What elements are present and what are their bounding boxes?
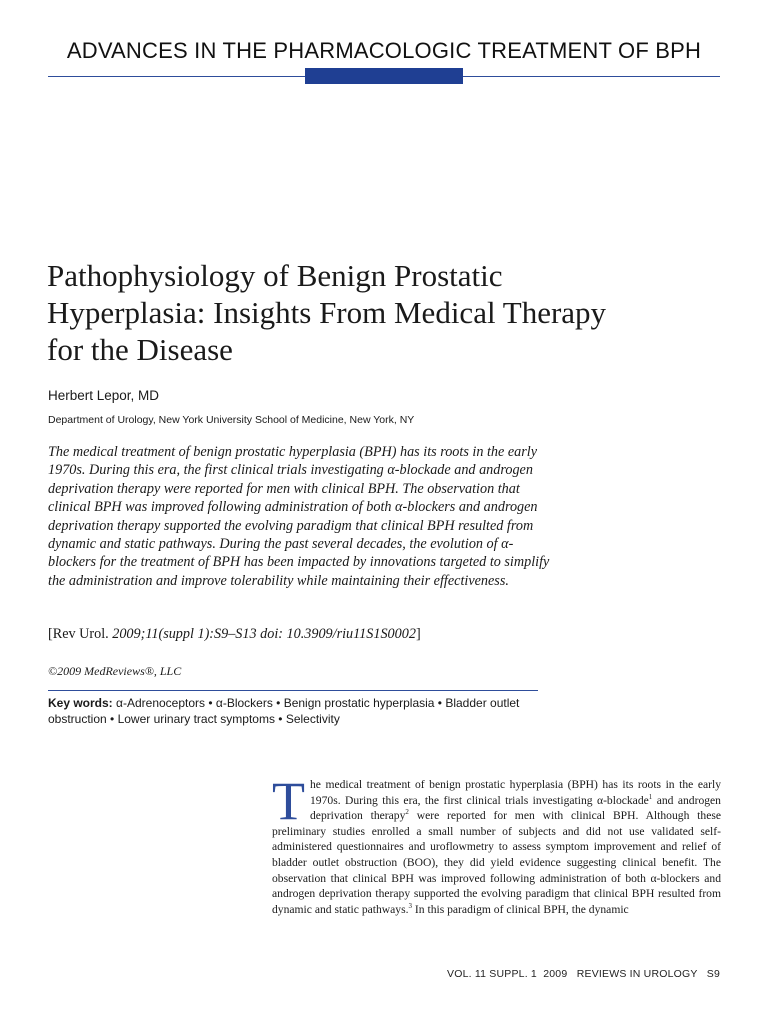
citation-prefix: [Rev Urol.: [48, 626, 109, 642]
citation: [48, 626, 568, 643]
keywords-rule: [48, 690, 538, 691]
reference-marker: 3: [408, 901, 413, 910]
body-segment: he medical treatment of benign prostatic hyperplasia (BPH) has its roots in the early 1970s. During this era, the first clinical trials investigating α-blockade: [310, 778, 721, 807]
page-footer: VOL. 11 SUPPL. 1 2009 REVIEWS IN UROLOGY S9: [447, 968, 720, 980]
citation-body: 2009;11(suppl 1):S9–S13 doi: 10.3909/riu11S1S0002: [112, 626, 416, 642]
header-accent-block: [305, 68, 463, 84]
body-segment: In this paradigm of clinical BPH, the dynamic: [412, 902, 629, 916]
keywords-list: α-Adrenoceptors • α-Blockers • Benign prostatic hyperplasia • Bladder outlet obstruction • Lower urinary tract symptoms • Selectivity: [48, 696, 520, 726]
abstract: The medical treatment of benign prostatic hyperplasia (BPH) has its roots in the early 1970s. During this era, the first clinical trials investigating α-blockade and androgen deprivation therapy were reported for men with clinical BPH. The observation that clinical BPH was improved following administration of both α-blockers and androgen deprivation therapy supported the evolving paradigm that clinical BPH resulted from dynamic and static pathways. During the past several decades, the evolution of α-blockers for the treatment of BPH has been impacted by innovations targeted to simplify the administration and improve tolerability while maintaining their effectiveness.: [48, 444, 550, 589]
body-text: [272, 771, 721, 917]
keywords-label: Key words:: [48, 696, 113, 710]
citation-suffix: ]: [415, 626, 421, 642]
body-segment: and androgen deprivation therapy: [310, 793, 721, 823]
series-title: ADVANCES IN THE PHARMACOLOGIC TREATMENT OF BPH: [66, 38, 702, 63]
author-name: Herbert Lepor, MD: [48, 388, 160, 403]
body-segment: were reported for men with clinical BPH. Although these preliminary studies enrolled a small number of subjects and did not use validated self-administered questionnaires and uroflowmetry to assess symptom improvement and relief of bladder outlet obstruction (BOO), they did yield evidence suggesting clinical benefit. The observation that clinical BPH was improved following administration of both α-blockers and androgen deprivation therapy supported the evolving paradigm that clinical BPH resulted from dynamic and static pathways.: [272, 809, 721, 916]
reference-marker: 2: [405, 808, 409, 817]
reference-marker: 1: [648, 792, 653, 801]
keywords: [48, 696, 568, 727]
article-title: Pathophysiology of Benign Prostatic Hyperplasia: Insights From Medical Therapy for the Disease: [47, 258, 607, 367]
author-affiliation: Department of Urology, New York University School of Medicine, New York, NY: [48, 414, 415, 426]
drop-cap: T: [272, 771, 305, 831]
copyright: ©2009 MedReviews®, LLC: [48, 664, 182, 678]
